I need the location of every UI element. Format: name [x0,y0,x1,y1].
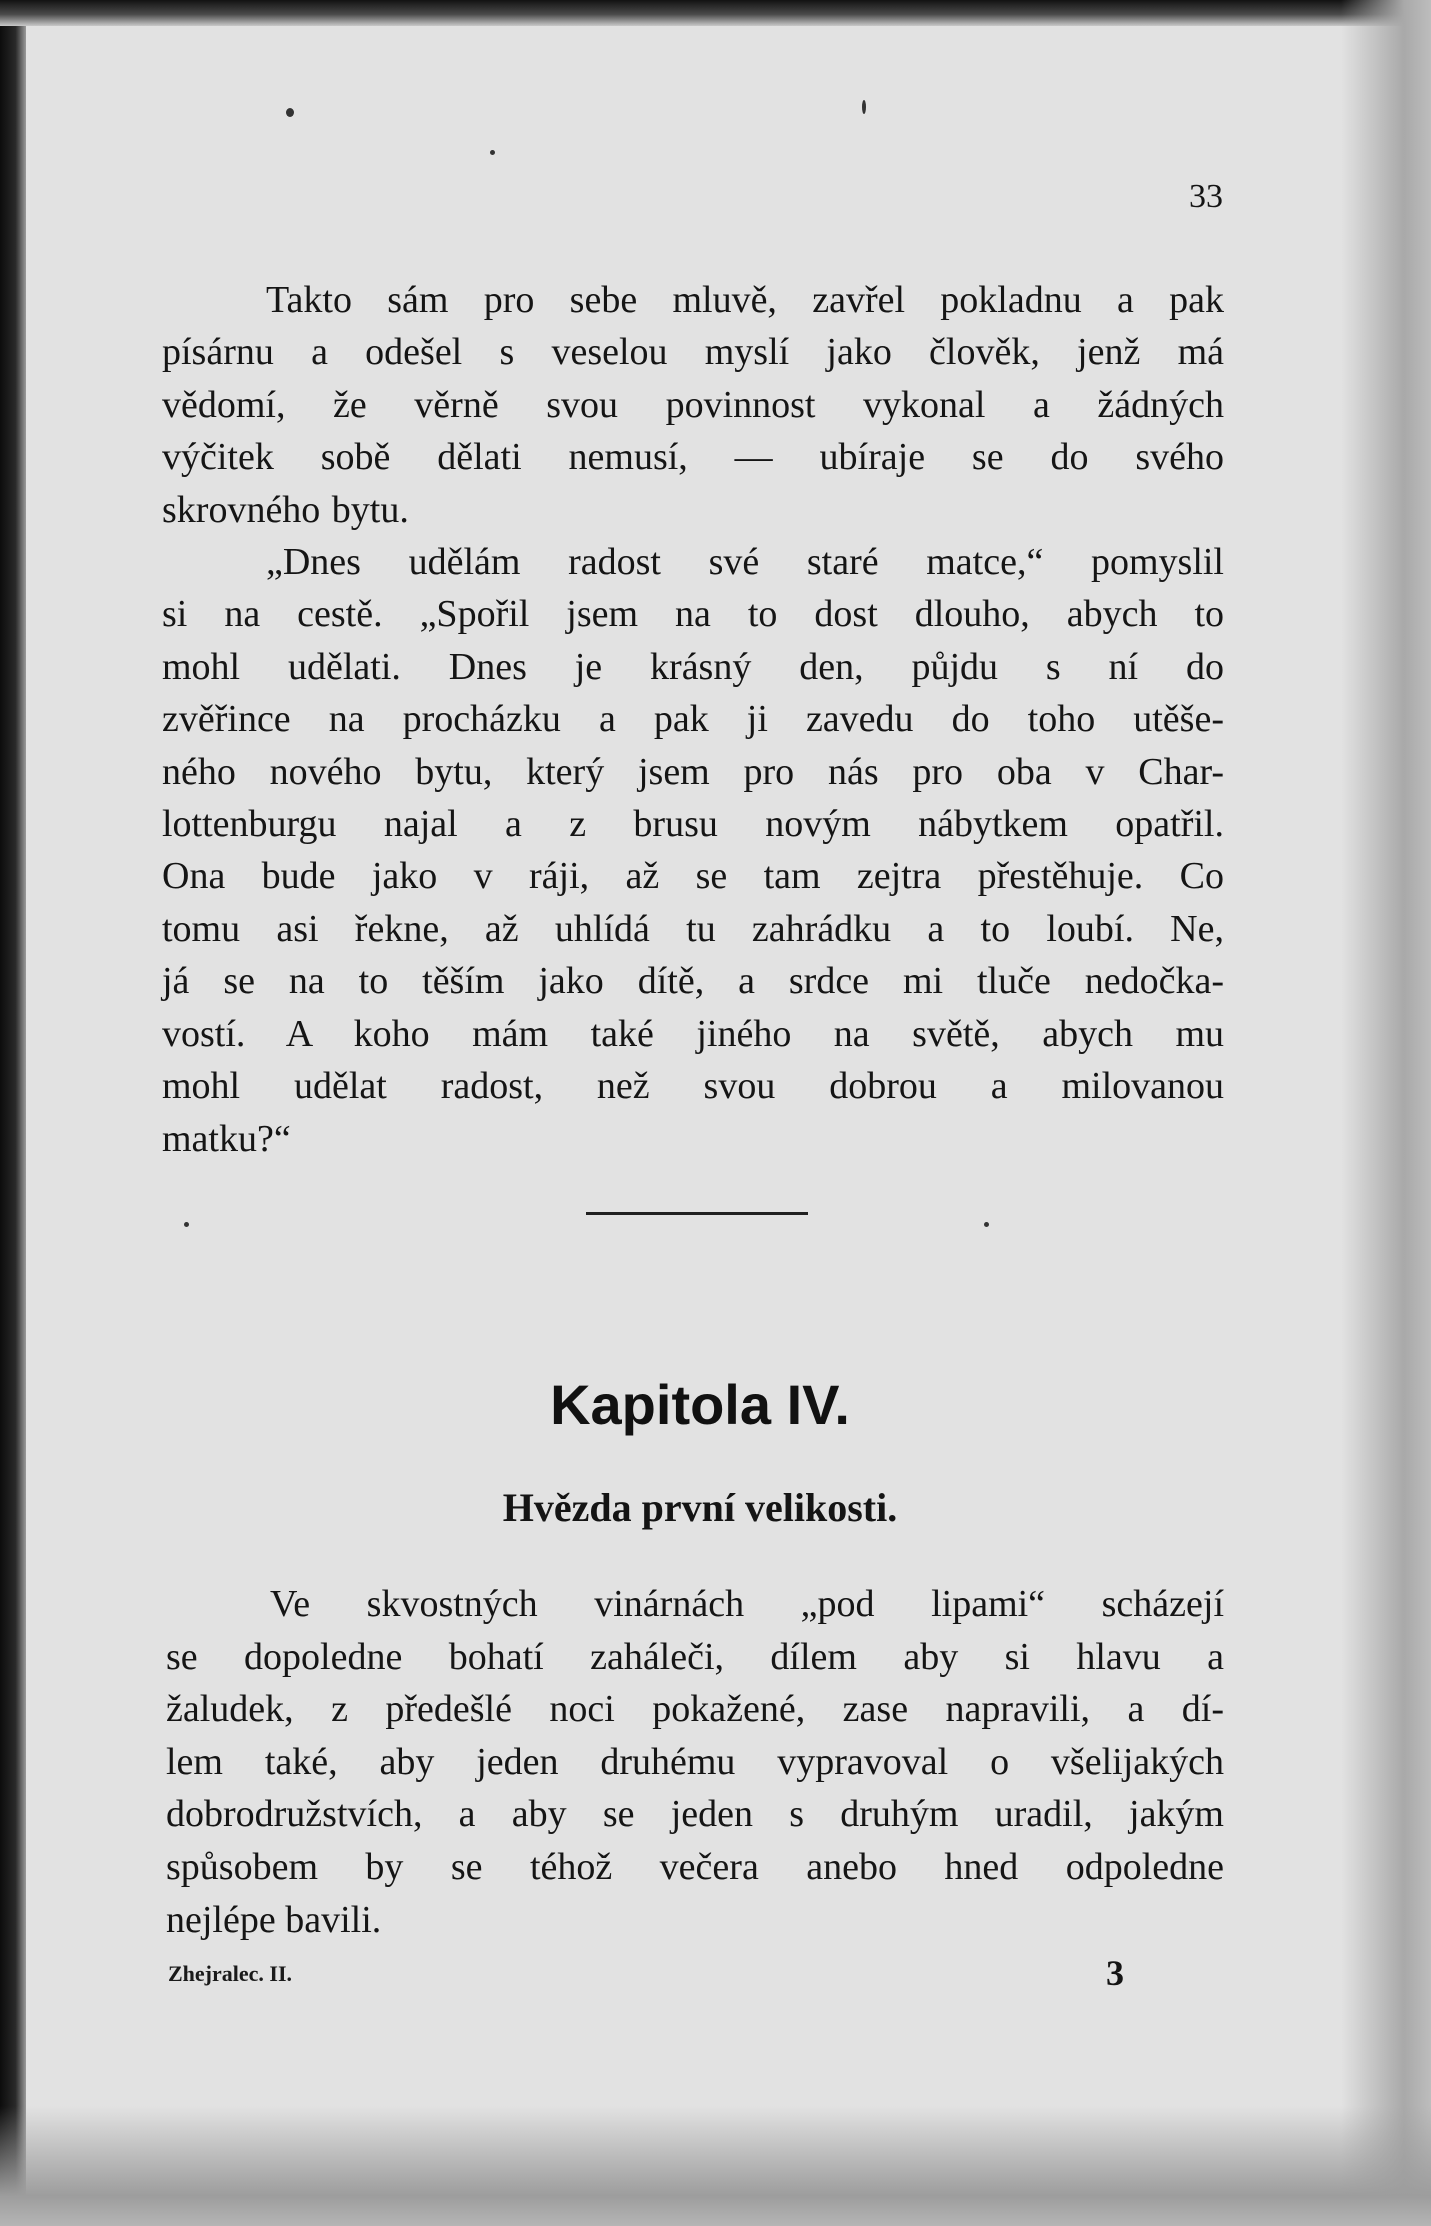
text-line: výčitek sobě dělati nemusí, — ubíraje se do svého [162,436,1224,479]
text-line: nejlépe bavili. [166,1898,382,1941]
ink-speck [184,1222,189,1227]
chapter-text [166,1578,1224,1946]
text-line: mohl udělati. Dnes je krásný den, půjdu s ní do [162,645,1224,688]
chapter-title: Kapitola IV. [550,1373,850,1436]
ink-speck [984,1222,989,1227]
text-line: matku?“ [162,1117,291,1160]
opening-text [162,274,1224,1165]
text-line: tomu asi řekne, až uhlídá tu zahrádku a to loubí. Ne, [162,907,1224,950]
text-line: vostí. A koho mám také jiného na světě, abych mu [162,1012,1224,1055]
ink-speck [286,108,294,117]
text-line: dobrodružstvích, a aby se jeden s druhým uradil, jakým [166,1793,1224,1836]
text-line: se dopoledne bohatí zaháleči, dílem aby si hlavu a [166,1635,1224,1678]
text-line: zvěřince na procházku a pak ji zavedu do toho utěše- [162,698,1224,741]
signature-number: 3 [1106,1953,1124,1993]
printer-signature: Zhejralec. II. [168,1961,293,1986]
text-line: „Dnes udělám radost své staré matce,“ pomyslil [266,541,1224,584]
text-line: ného nového bytu, který jsem pro nás pro oba v Char- [162,750,1224,793]
page-number: 33 [1189,178,1223,215]
ink-speck [490,150,495,155]
text-line: spůsobem by se téhož večera anebo hned odpoledne [166,1845,1224,1888]
text-line: mohl udělat radost, než svou dobrou a milovanou [162,1065,1224,1108]
section-divider [586,1212,808,1215]
text-line: skrovného bytu. [162,488,409,531]
chapter-subtitle: Hvězda první velikosti. [502,1485,898,1530]
ink-speck [862,100,866,114]
text-line: Takto sám pro sebe mluvě, zavřel pokladnu a pak [266,279,1224,321]
text-line: Ve skvostných vinárnách „pod lipami“ scházejí [270,1583,1224,1625]
text-line: lem také, aby jeden druhému vypravoval o všelijakých [166,1740,1224,1783]
scan-shade-bottom [0,2106,1431,2226]
text-line: vědomí, že věrně svou povinnost vykonal a žádných [162,383,1224,426]
scan-shade-right [1341,0,1431,2226]
text-line: Ona bude jako v ráji, až se tam zejtra přestěhuje. Co [162,855,1224,898]
text-line: lottenburgu najal a z brusu novým nábytkem opatřil. [162,803,1224,846]
text-line: já se na to těším jako dítě, a srdce mi tluče nedočka- [162,960,1224,1003]
text-line: si na cestě. „Spořil jsem na to dost dlouho, abych to [162,593,1224,636]
text-line: žaludek, z předešlé noci pokažené, zase napravili, a dí- [166,1688,1224,1731]
scan-edge-left [0,0,26,2226]
text-line: písárnu a odešel s veselou myslí jako člověk, jenž má [162,331,1224,374]
scan-edge-top [0,0,1431,26]
